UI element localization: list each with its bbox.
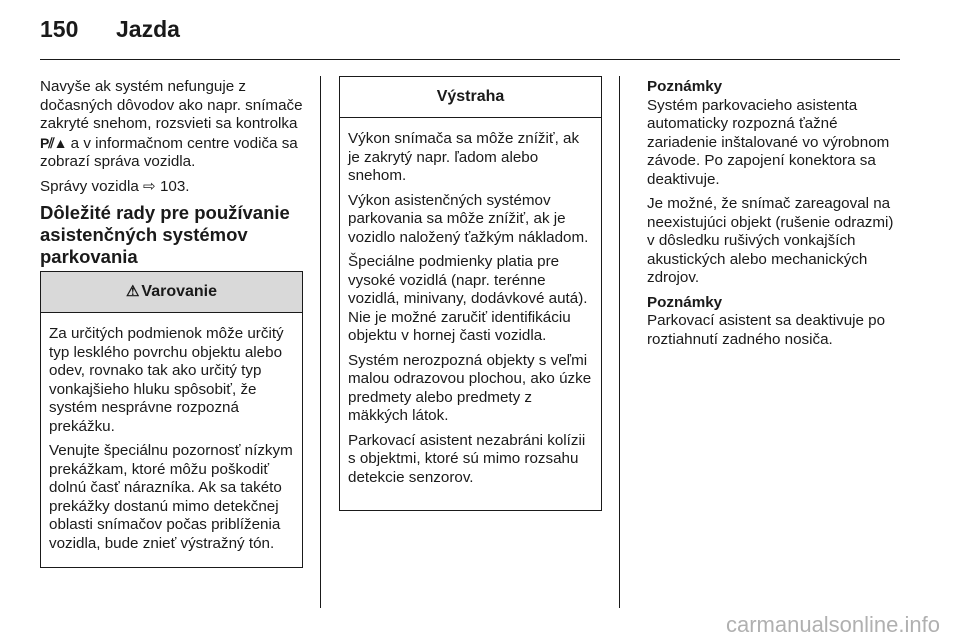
column-divider-left — [320, 76, 321, 608]
arrow-ref-icon: ⇨ — [142, 177, 156, 195]
section-title: Jazda — [116, 16, 180, 42]
left-column — [40, 78, 306, 276]
caution-box — [339, 76, 602, 511]
warning-box-body: Za určitých podmienok môže určitý typ lesklého povrchu objektu alebo odev, rovnako tak ako určitý typ vonkajšieho hluku spôsobiť, že systém nesprávne rozpozná prekážku. Venujte špeciálnu pozornosť nízkym prekážkam, ktoré môžu poškodiť dolnú časť nárazníka. Ak sa takéto prekážky dostanú mimo detekčnej oblasti snímačov počas priblíženia vozidla, bude znieť výstražný tón. — [49, 325, 293, 552]
note-block: Poznámky Systém parkovacieho asistenta automaticky rozpozná ťažné zariadenie inštalované vo výrobnom závode. Po zapojení konektora sa deaktivuje. Je možné, že snímač zareagoval na neexistujúci objekt (rušenie odrazmi) v dôsledku rušivých vonkajších akustických alebo mechanických zdrojov. — [647, 78, 894, 286]
section-heading: Dôležité rady pre používanie asistenčných systémov parkovania — [40, 202, 290, 267]
caution-box-header: Výstraha — [340, 77, 601, 118]
right-column — [647, 78, 905, 355]
header-rule — [40, 59, 900, 60]
messages-reference: Správy vozidla ⇨ 103. — [40, 177, 190, 195]
note-block: Poznámky Parkovací asistent sa deaktivuje po roztiahnutí zadného nosiča. — [647, 293, 886, 348]
page-number: 150 — [40, 16, 79, 42]
warning-box — [40, 271, 303, 568]
column-divider-right — [619, 76, 620, 608]
warning-box-header: ⚠ Varovanie — [41, 272, 302, 313]
watermark: carmanualsonline.info — [725, 612, 940, 637]
intro-paragraph: Navyše ak systém nefunguje z dočasných dôvodov ako napr. snímače zakryté snehom, rozsvieti sa kontrolka P⫽▲ a v informačnom centre vodiča sa zobrazí správa vozidla. — [40, 78, 303, 170]
warning-triangle-icon: ⚠ — [125, 282, 140, 300]
parking-indicator-icon: P⫽▲ — [40, 134, 67, 151]
caution-box-body: Výkon snímača sa môže znížiť, ak je zakrytý napr. ľadom alebo snehom. Výkon asistenčných systémov parkovania sa môže znížiť, ak je vozidlo naložený ťažkým nákladom. Špeciálne podmienky platia pre vysoké vozidlá (napr. terénne vozidlá, minivany, dodávkové autá). Nie je možné zaručiť identifikáciu objektu v hornej časti vozidla. Systém nerozpozná objekty s veľmi malou odrazovou plochou, ako úzke predmety alebo predmety z mäkkých látok. Parkovací asistent nezabráni kolízii s objektmi, ktoré sú mimo rozsahu detekcie senzorov. — [348, 130, 592, 486]
